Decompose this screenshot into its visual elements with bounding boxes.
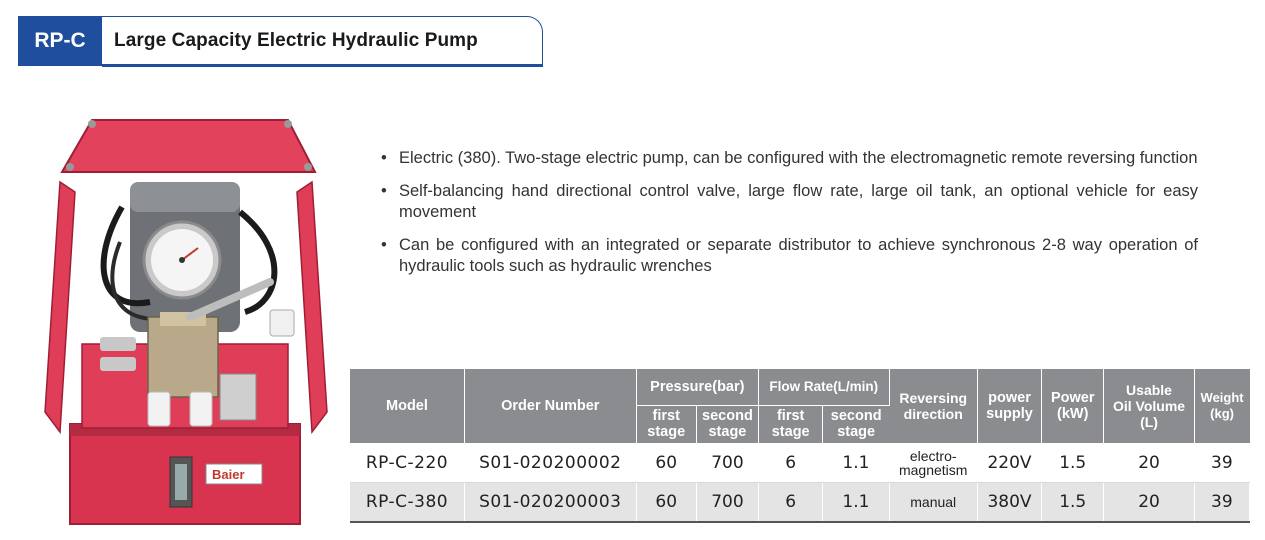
cell-model: RP-C-220	[350, 443, 464, 482]
product-header	[18, 16, 543, 66]
product-code: RP-C	[18, 16, 102, 66]
cell-power: 1.5	[1042, 482, 1104, 522]
col-header-order-number: Order Number	[464, 369, 636, 443]
col-header-power-supply: power supply	[977, 369, 1041, 443]
cell-model: RP-C-380	[350, 482, 464, 522]
cell-reversing-direction: manual	[889, 482, 977, 522]
pump-image	[30, 112, 342, 532]
feature-list	[378, 148, 1198, 289]
table-row	[350, 482, 1250, 522]
col-header-flow-rate: Flow Rate(L/min)	[759, 369, 889, 405]
col-header-pressure: Pressure(bar)	[636, 369, 758, 405]
subheader-pressure-second: second stage	[696, 405, 758, 443]
cell-weight: 39	[1194, 443, 1249, 482]
product-title-box	[102, 16, 543, 67]
cell-power: 1.5	[1042, 443, 1104, 482]
subheader-flow-first: first stage	[759, 405, 823, 443]
cell-flow-first: 6	[759, 482, 823, 522]
col-header-reversing-direction: Reversing direction	[889, 369, 977, 443]
cell-power-supply: 380V	[977, 482, 1041, 522]
col-header-model: Model	[350, 369, 464, 443]
feature-text: Electric (380). Two-stage electric pump, can be configured with the electromagnetic remote reversing function	[399, 149, 1198, 167]
cell-flow-first: 6	[759, 443, 823, 482]
cell-reversing-direction: electro- magnetism	[889, 443, 977, 482]
subheader-flow-second: second stage	[823, 405, 889, 443]
cell-weight: 39	[1194, 482, 1249, 522]
cell-pressure-first: 60	[636, 482, 696, 522]
feature-item	[378, 235, 1198, 277]
subheader-pressure-first: first stage	[636, 405, 696, 443]
table-row	[350, 443, 1250, 482]
cell-pressure-second: 700	[696, 443, 758, 482]
cell-order-number: S01-020200003	[464, 482, 636, 522]
cell-oil-volume: 20	[1104, 482, 1194, 522]
bullet-icon: •	[381, 182, 387, 200]
feature-item	[378, 181, 1198, 223]
cell-power-supply: 220V	[977, 443, 1041, 482]
bullet-icon: •	[381, 236, 387, 254]
cell-oil-volume: 20	[1104, 443, 1194, 482]
col-header-power: Power (kW)	[1042, 369, 1104, 443]
brand-logo: Baier	[212, 467, 245, 482]
cell-flow-second: 1.1	[823, 443, 889, 482]
col-header-weight: Weight (kg)	[1194, 369, 1249, 443]
feature-text: Can be configured with an integrated or separate distributor to achieve synchronous 2-8 way operation of hydraulic tools such as hydraulic wrenches	[399, 236, 1198, 275]
bullet-icon: •	[381, 149, 387, 167]
cell-flow-second: 1.1	[823, 482, 889, 522]
feature-item	[378, 148, 1198, 169]
col-header-oil-volume: Usable Oil Volume (L)	[1104, 369, 1194, 443]
cell-order-number: S01-020200002	[464, 443, 636, 482]
cell-pressure-first: 60	[636, 443, 696, 482]
cell-pressure-second: 700	[696, 482, 758, 522]
spec-table	[350, 369, 1250, 523]
feature-text: Self-balancing hand directional control valve, large flow rate, large oil tank, an optional vehicle for easy movement	[399, 182, 1198, 221]
product-title: Large Capacity Electric Hydraulic Pump	[114, 30, 478, 51]
